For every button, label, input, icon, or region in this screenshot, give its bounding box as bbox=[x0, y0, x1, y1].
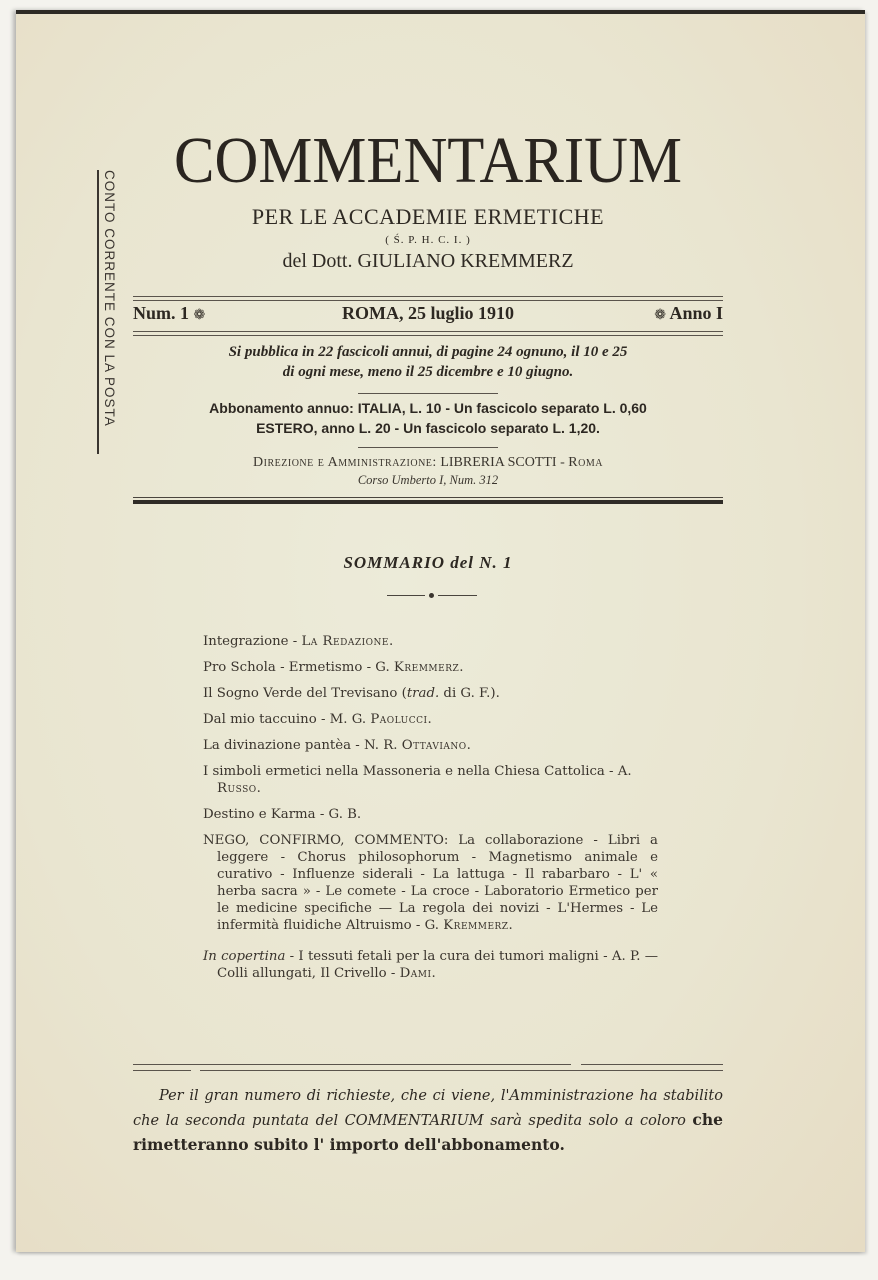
issue-place-date: ROMA, 25 luglio 1910 bbox=[341, 303, 514, 323]
direction-info: Direzione e Amministrazione: LIBRERIA SCOTTI - Roma Corso Umberto I, Num. 312 bbox=[133, 455, 723, 488]
heavy-rule bbox=[133, 497, 723, 504]
journal-author: del Dott. GIULIANO KREMMERZ bbox=[282, 250, 574, 272]
journal-initials: ( Ś. P. H. C. I. ) bbox=[385, 234, 471, 246]
direction-label: Direzione e Amministrazione: bbox=[253, 455, 437, 470]
journal-title: COMMENTARIUM bbox=[174, 124, 682, 197]
toc-item: NEGO, CONFIRMO, COMMENTO: La collaborazione - Libri a leggere - Chorus philosophorum - Magnetismo animale e curativo - Influenze siderali - La lattuga - Il rabarbaro - L' « herba sacra » - Le comete - La croce - Laboratorio Ermetico per le medicine specifiche — La regola dei novizi - L'Hermes - Le infermità fluidiche Altruismo - G. Kremmerz. bbox=[203, 833, 658, 933]
toc-item: In copertina - I tessuti fetali per la cura dei tumori maligni - A. P. — Colli allungati, Il Crivello - Dami. bbox=[203, 949, 658, 981]
subscription-line-1: Abbonamento annuo: ITALIA, L. 10 - Un fascicolo separato L. 0,60 bbox=[209, 400, 647, 416]
publication-note-line-2: di ogni mese, meno il 25 dicembre e 10 giugno. bbox=[282, 364, 574, 380]
publication-note-line-1: Si pubblica in 22 fascicoli annui, di pagine 24 ognuno, il 10 e 25 bbox=[228, 344, 628, 360]
journal-subtitle: PER LE ACCADEMIE ERMETICHE bbox=[251, 204, 605, 229]
publication-note bbox=[133, 342, 723, 382]
issue-year: ❁ Anno I bbox=[654, 303, 723, 323]
toc-item: I simboli ermetici nella Massoneria e nella Chiesa Cattolica - A. Russo. bbox=[203, 764, 632, 796]
issue-number: Num. 1 ❁ bbox=[133, 303, 206, 323]
side-note-text: CONTO CORRENTE CON LA POSTA bbox=[102, 170, 117, 427]
rule-below-issue bbox=[133, 331, 723, 336]
toc-item: Pro Schola - Ermetismo - G. Kremmerz. bbox=[203, 660, 464, 675]
publisher-city: Roma bbox=[568, 455, 603, 470]
short-divider bbox=[358, 393, 498, 394]
table-of-contents bbox=[203, 633, 658, 991]
toc-item: Destino e Karma - G. B. bbox=[203, 807, 362, 822]
issue-line bbox=[133, 303, 723, 327]
toc-item: Dal mio taccuino - M. G. Paolucci. bbox=[203, 712, 433, 727]
rule-above-issue bbox=[133, 296, 723, 301]
publisher-address: Corso Umberto I, Num. 312 bbox=[357, 473, 499, 487]
publisher-name: LIBRERIA SCOTTI bbox=[440, 455, 557, 470]
notice-italic-text: Per il gran numero di richieste, che ci viene, l'Amministrazione ha stabilito che la seconda puntata del COMMENTARIUM sarà spedita solo a coloro bbox=[133, 1088, 723, 1129]
side-note-rule bbox=[97, 170, 99, 454]
toc-item: Integrazione - La Redazione. bbox=[203, 634, 394, 649]
short-divider bbox=[358, 447, 498, 448]
toc-item: Il Sogno Verde del Trevisano (trad. di G. F.). bbox=[203, 686, 500, 701]
flower-ornament-icon: ❁ bbox=[193, 308, 206, 323]
masthead bbox=[133, 124, 723, 273]
notice-bold-text: che rimetteranno subito l' importo dell'abbonamento. bbox=[133, 1110, 723, 1154]
dot-ornament-icon bbox=[387, 593, 477, 599]
footer-rule bbox=[133, 1064, 723, 1072]
sommario-title: SOMMARIO del N. 1 bbox=[343, 553, 513, 572]
subscription-info bbox=[133, 398, 723, 438]
toc-item: La divinazione pantèa - N. R. Ottaviano. bbox=[203, 738, 472, 753]
administration-notice bbox=[133, 1084, 723, 1158]
flower-ornament-icon: ❁ bbox=[654, 308, 666, 323]
side-note bbox=[95, 170, 119, 454]
subscription-line-2: ESTERO, anno L. 20 - Un fascicolo separato L. 1,20. bbox=[256, 420, 600, 436]
